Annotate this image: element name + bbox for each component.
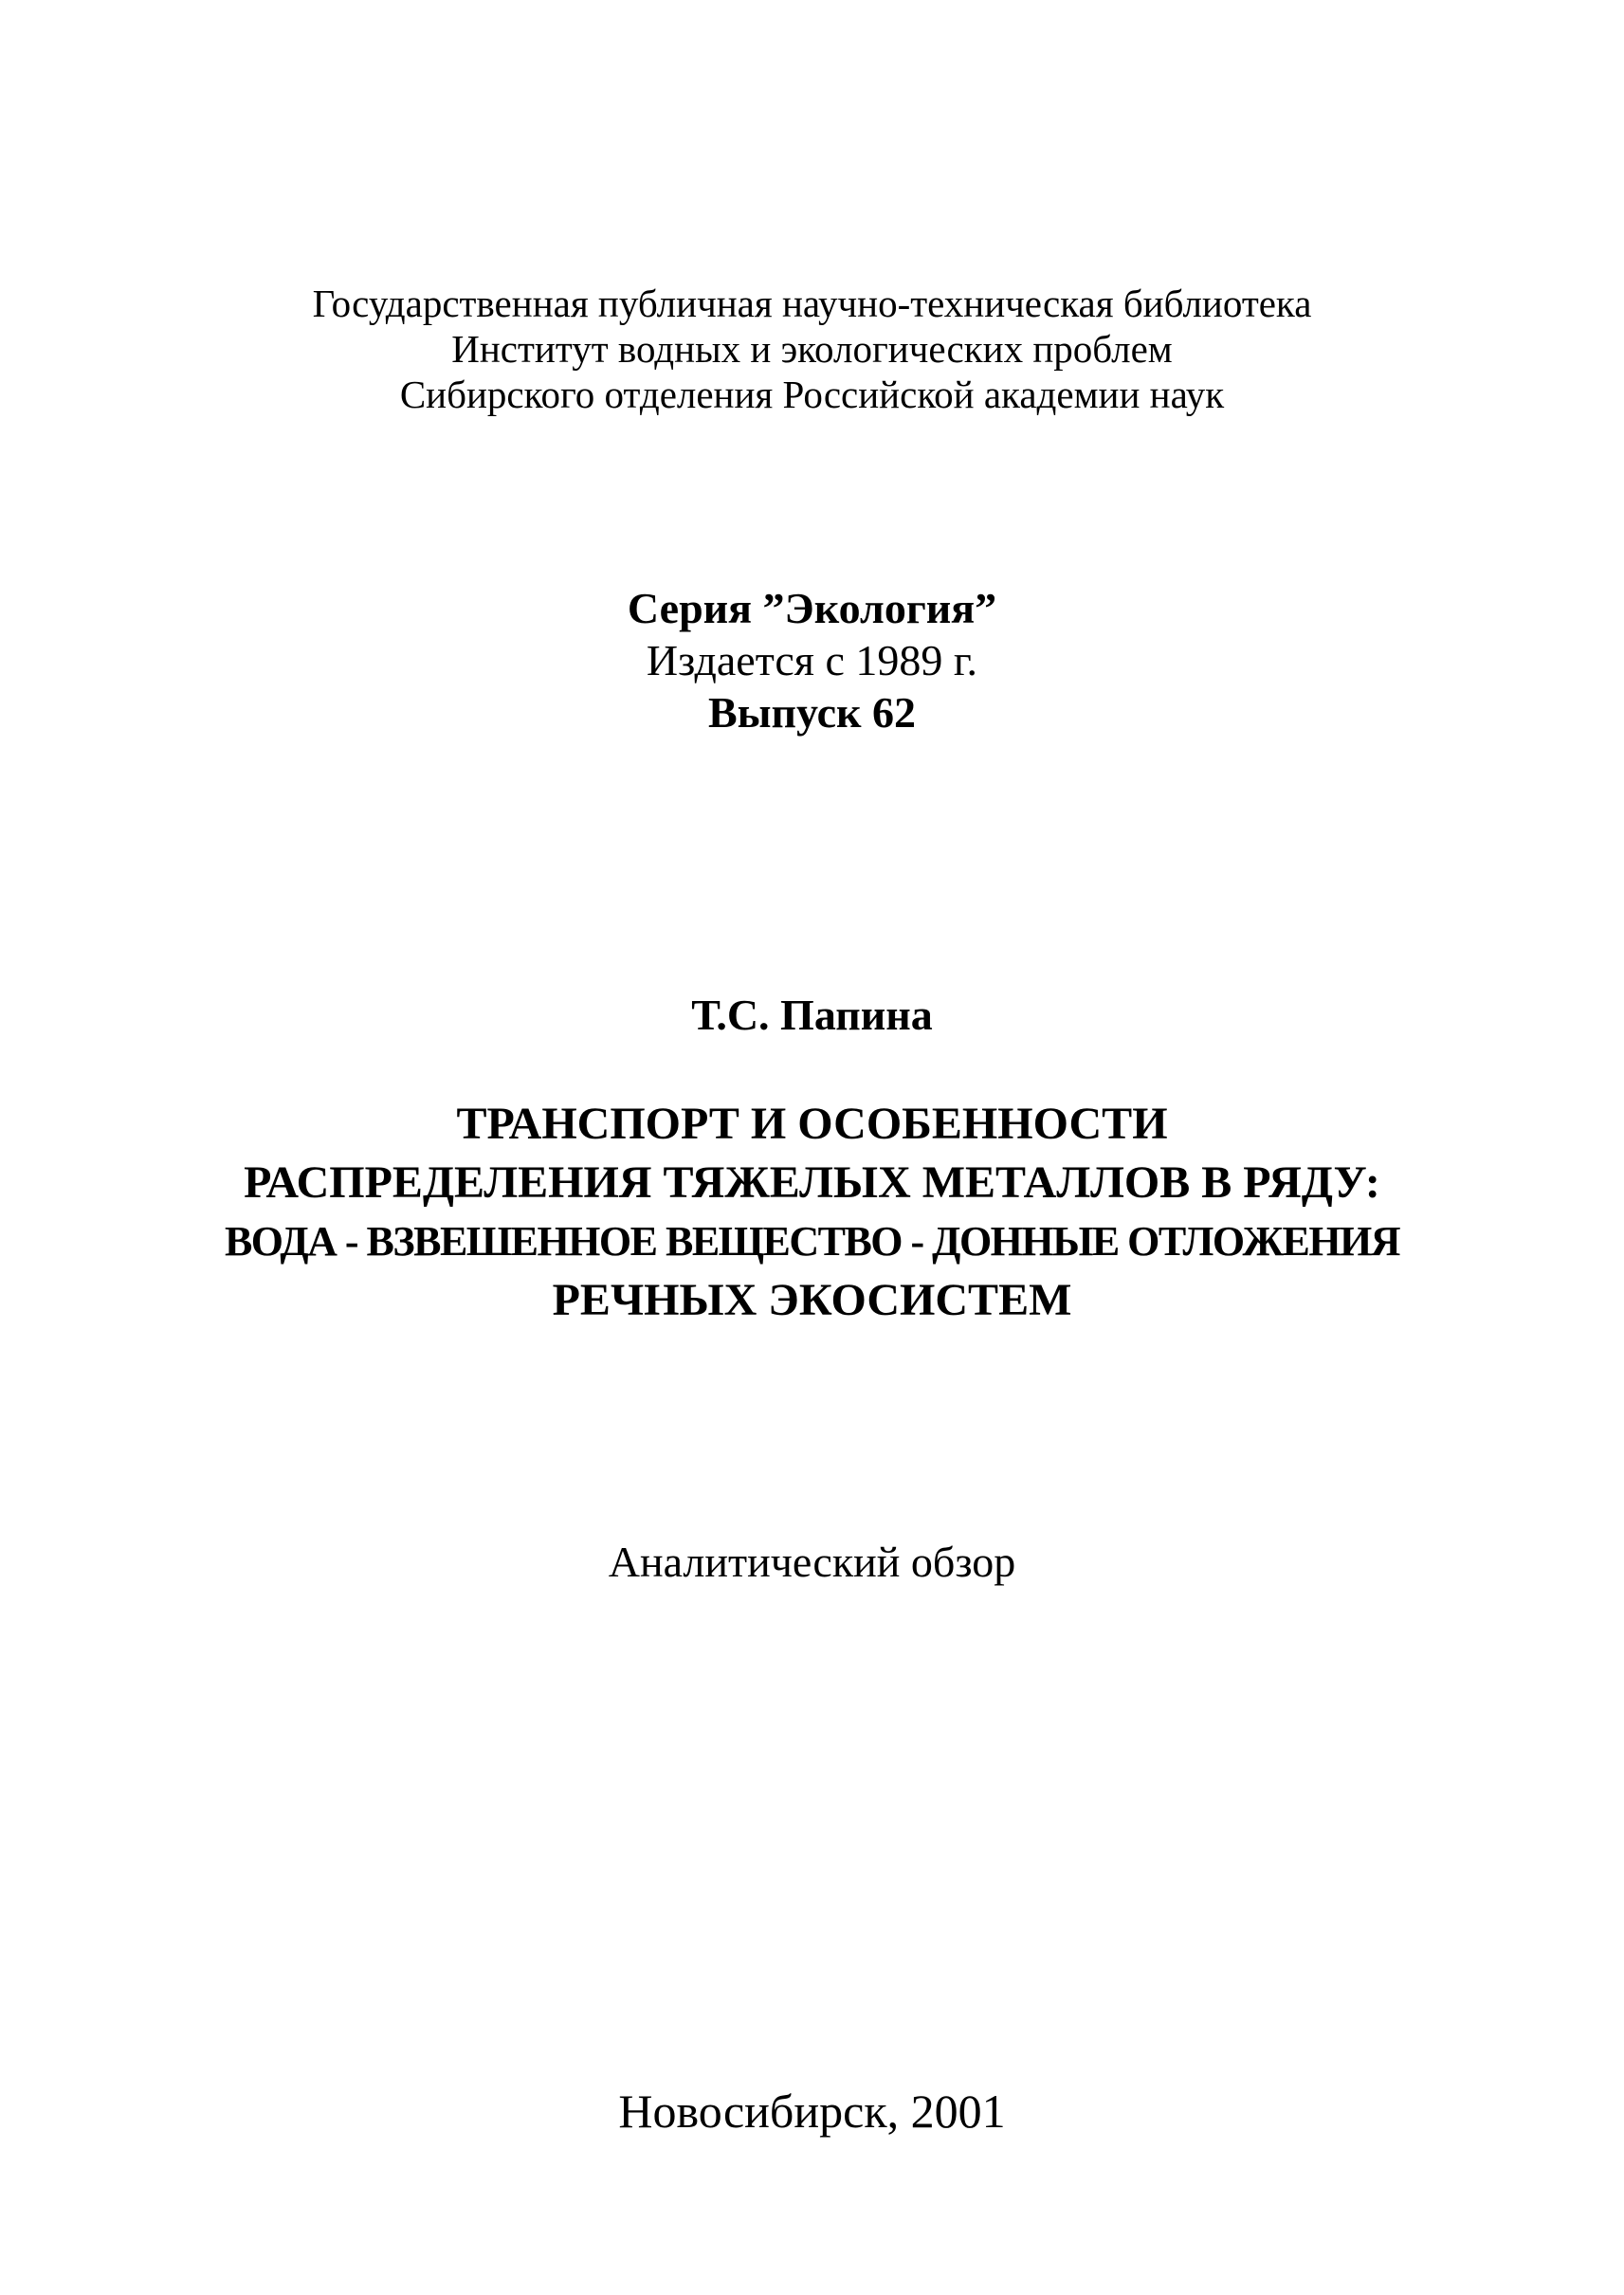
institution-line-2: Институт водных и экологических проблем — [451, 327, 1173, 371]
series-issue: Выпуск 62 — [707, 688, 917, 737]
title-line-4: РЕЧНЫХ ЭКОСИСТЕМ — [552, 1275, 1072, 1325]
document-subtitle — [0, 1536, 1624, 1588]
series-name: Серия ”Экология” — [627, 584, 997, 632]
title-line-3: ВОДА - ВЗВЕШЕННОЕ ВЕЩЕСТВО - ДОННЫЕ ОТЛОЖЕНИЯ — [224, 1218, 1400, 1265]
institution-line-1: Государственная публичная научно-техническая библиотека — [312, 282, 1312, 325]
institution-header — [0, 281, 1624, 417]
series-block — [0, 582, 1624, 738]
subtitle-text: Аналитический обзор — [608, 1538, 1016, 1586]
imprint-block — [0, 2084, 1624, 2139]
author-name: Т.С. Папина — [691, 991, 933, 1039]
author-block — [0, 989, 1624, 1041]
title-line-2: РАСПРЕДЕЛЕНИЯ ТЯЖЕЛЫХ МЕТАЛЛОВ В РЯДУ: — [244, 1157, 1380, 1208]
series-published-since: Издается с 1989 г. — [646, 636, 978, 684]
title-line-1: ТРАНСПОРТ И ОСОБЕННОСТИ — [456, 1099, 1168, 1149]
imprint-city-year: Новосибирск, 2001 — [618, 2085, 1006, 2138]
institution-line-3: Сибирского отделения Российской академии наук — [399, 373, 1225, 416]
document-title — [0, 1095, 1624, 1330]
